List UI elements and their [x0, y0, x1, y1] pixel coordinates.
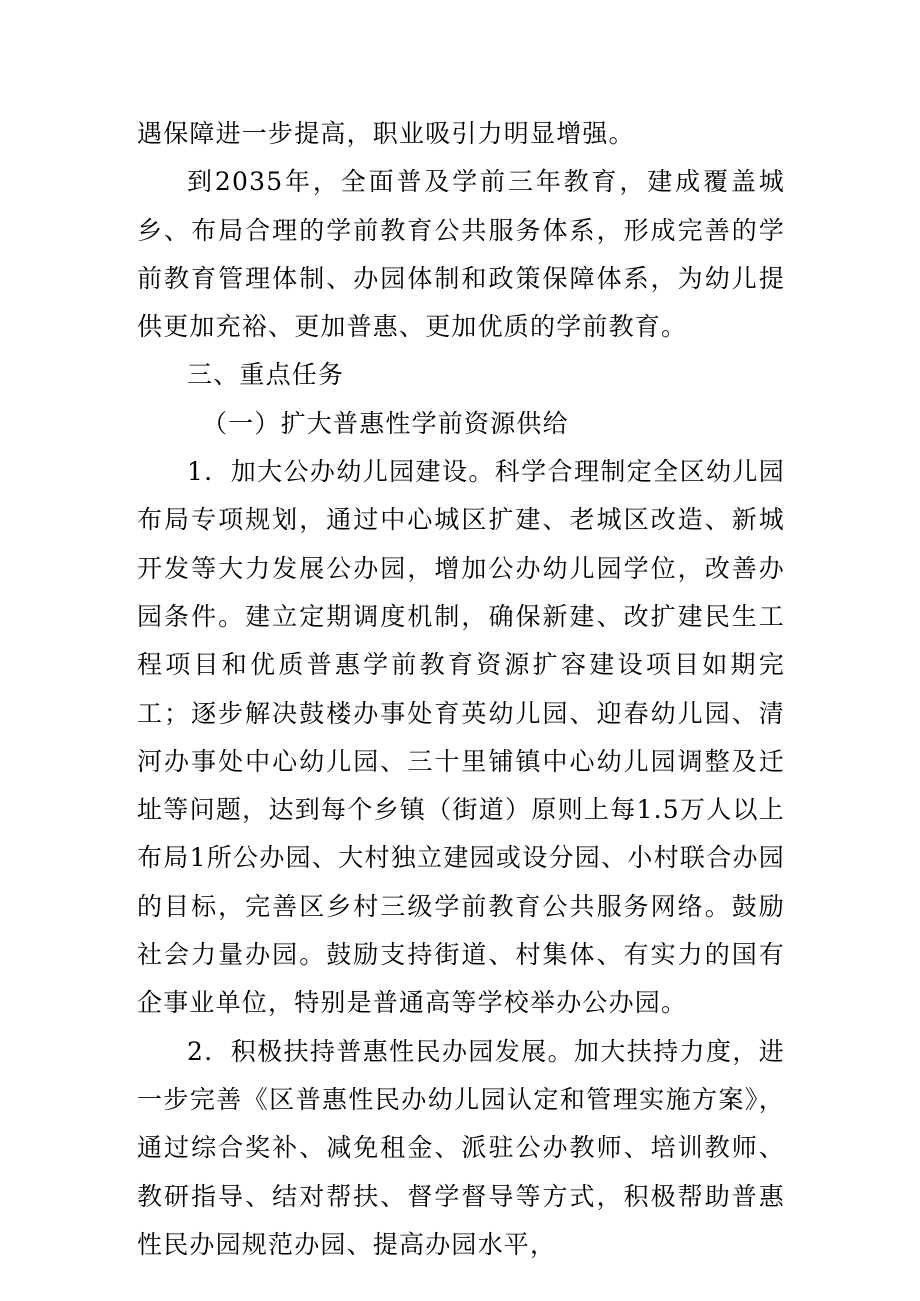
section-heading-key-tasks: 三、重点任务 [187, 360, 345, 390]
subsection-heading-expand-resources: （一）扩大普惠性学前资源供给 [202, 408, 569, 438]
document-body [137, 110, 785, 1269]
paragraph-item-2: 2．积极扶持普惠性民办园发展。加大扶持力度，进一步完善《区普惠性民办幼儿园认定和管理实施方案》，通过综合奖补、减免租金、派驻公办教师、培训教师、教研指导、结对帮扶、督学督导等方式，积极帮助普惠性民办园规范办园、提高办园水平， [137, 1036, 785, 1259]
paragraph-item-1: 1．加大公办幼儿园建设。科学合理制定全区幼儿园布局专项规划，通过中心城区扩建、老城区改造、新城开发等大力发展公办园，增加公办幼儿园学位，改善办园条件。建立定期调度机制，确保新建、改扩建民生工程项目和优质普惠学前教育资源扩容建设项目如期完工；逐步解决鼓楼办事处育英幼儿园、迎春幼儿园、清河办事处中心幼儿园、三十里铺镇中心幼儿园调整及迁址等问题，达到每个乡镇（街道）原则上每1.5万人以上布局1所公办园、大村独立建园或设分园、小村联合办园的目标，完善区乡村三级学前教育公共服务网络。鼓励社会力量办园。鼓励支持街道、村集体、有实力的国有企事业单位，特别是普通高等学校举办公办园。 [137, 457, 785, 1018]
paragraph-goal-2035: 到2035年，全面普及学前三年教育，建成覆盖城乡、布局合理的学前教育公共服务体系，形成完善的学前教育管理体制、办园体制和政策保障体系，为幼儿提供更加充裕、更加普惠、更加优质的学前教育。 [137, 167, 785, 342]
paragraph-continuation: 遇保障进一步提高，职业吸引力明显增强。 [137, 119, 635, 148]
